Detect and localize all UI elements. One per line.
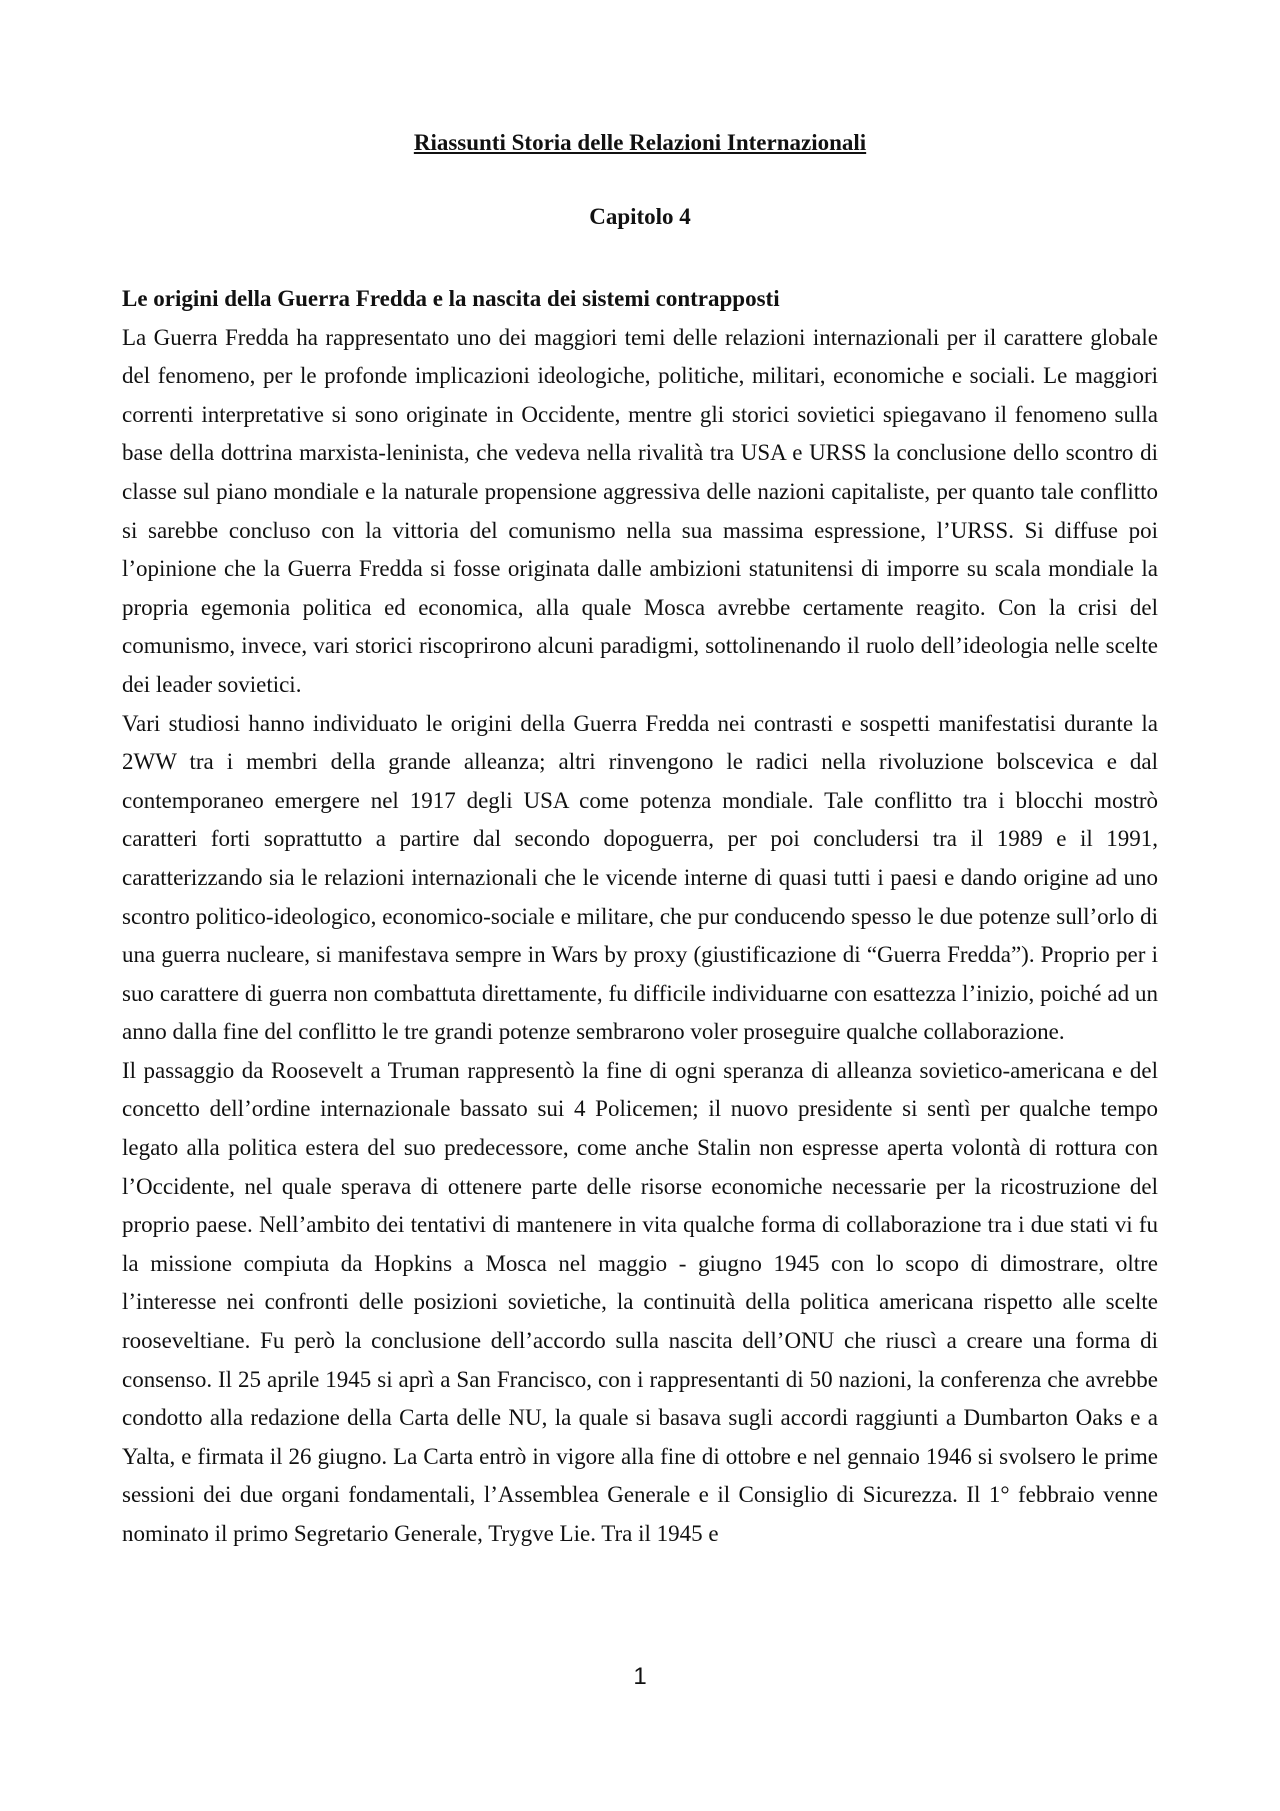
paragraph-3: Il passaggio da Roosevelt a Truman rappresentò la fine di ogni speranza di alleanza sovietico-americana e del concetto dell’ordine internazionale bassato sui 4 Policemen; il nuovo presidente si sentì per qualche tempo legato alla politica estera del suo predecessore, come anche Stalin non espresse aperta volontà di rottura con l’Occidente, nel quale sperava di ottenere parte delle risorse economiche necessarie per la ricostruzione del proprio paese. Nell’ambito dei tentativi di mantenere in vita qualche forma di collaborazione tra i due stati vi fu la missione compiuta da Hopkins a Mosca nel maggio - giugno 1945 con lo scopo di dimostrare, oltre l’interesse nei confronti delle posizioni sovietiche, la continuità della politica americana rispetto alle scelte rooseveltiane. Fu però la conclusione dell’accordo sulla nascita dell’ONU che riuscì a creare una forma di consenso. Il 25 aprile 1945 si aprì a San Francisco, con i rappresentanti di 50 nazioni, la conferenza che avrebbe condotto alla redazione della Carta delle NU, la quale si basava sugli accordi raggiunti a Dumbarton Oaks e a Yalta, e firmata il 26 giugno. La Carta entrò in vigore alla fine di ottobre e nel gennaio 1946 si svolsero le prime sessioni dei due organi fondamentali, l’Assemblea Generale e il Consiglio di Sicurezza. Il 1° febbraio venne nominato il primo Segretario Generale, Trygve Lie. Tra il 1945 e (122, 1057, 1158, 1546)
page-number: 1 (633, 1663, 647, 1690)
document-body (122, 280, 1158, 1554)
document-title: Riassunti Storia delle Relazioni Internazionali (413, 130, 867, 155)
chapter-heading: Capitolo 4 (589, 204, 691, 229)
paragraph-2: Vari studiosi hanno individuato le origini della Guerra Fredda nei contrasti e sospetti manifestatisi durante la 2WW tra i membri della grande alleanza; altri rinvengono le radici nella rivoluzione bolscevica e dal contemporaneo emergere nel 1917 degli USA come potenza mondiale. Tale conflitto tra i blocchi mostrò caratteri forti soprattutto a partire dal secondo dopoguerra, per poi concludersi tra il 1989 e il 1991, caratterizzando sia le relazioni internazionali che le vicende interne di quasi tutti i paesi e dando origine ad uno scontro politico-ideologico, economico-sociale e militare, che pur conducendo spesso le due potenze sull’orlo di una guerra nucleare, si manifestava sempre in Wars by proxy (giustificazione di “Guerra Fredda”). Proprio per i suo carattere di guerra non combattuta direttamente, fu difficile individuarne con esattezza l’inizio, poiché ad un anno dalla fine del conflitto le tre grandi potenze sembrarono voler proseguire qualche collaborazione. (122, 710, 1158, 1045)
section-heading: Le origini della Guerra Fredda e la nascita dei sistemi contrapposti (122, 286, 780, 311)
paragraph-1: La Guerra Fredda ha rappresentato uno dei maggiori temi delle relazioni internazionali per il carattere globale del fenomeno, per le profonde implicazioni ideologiche, politiche, militari, economiche e sociali. Le maggiori correnti interpretative si sono originate in Occidente, mentre gli storici sovietici spiegavano il fenomeno sulla base della dottrina marxista-leninista, che vedeva nella rivalità tra USA e URSS la conclusione dello scontro di classe sul piano mondiale e la naturale propensione aggressiva delle nazioni capitaliste, per quanto tale conflitto si sarebbe concluso con la vittoria del comunismo nella sua massima espressione, l’URSS. Si diffuse poi l’opinione che la Guerra Fredda si fosse originata dalle ambizioni statunitensi di imporre su scala mondiale la propria egemonia politica ed economica, alla quale Mosca avrebbe certamente reagito. Con la crisi del comunismo, invece, vari storici riscoprirono alcuni paradigmi, sottolinenando il ruolo dell’ideologia nelle scelte dei leader sovietici. (122, 324, 1158, 697)
